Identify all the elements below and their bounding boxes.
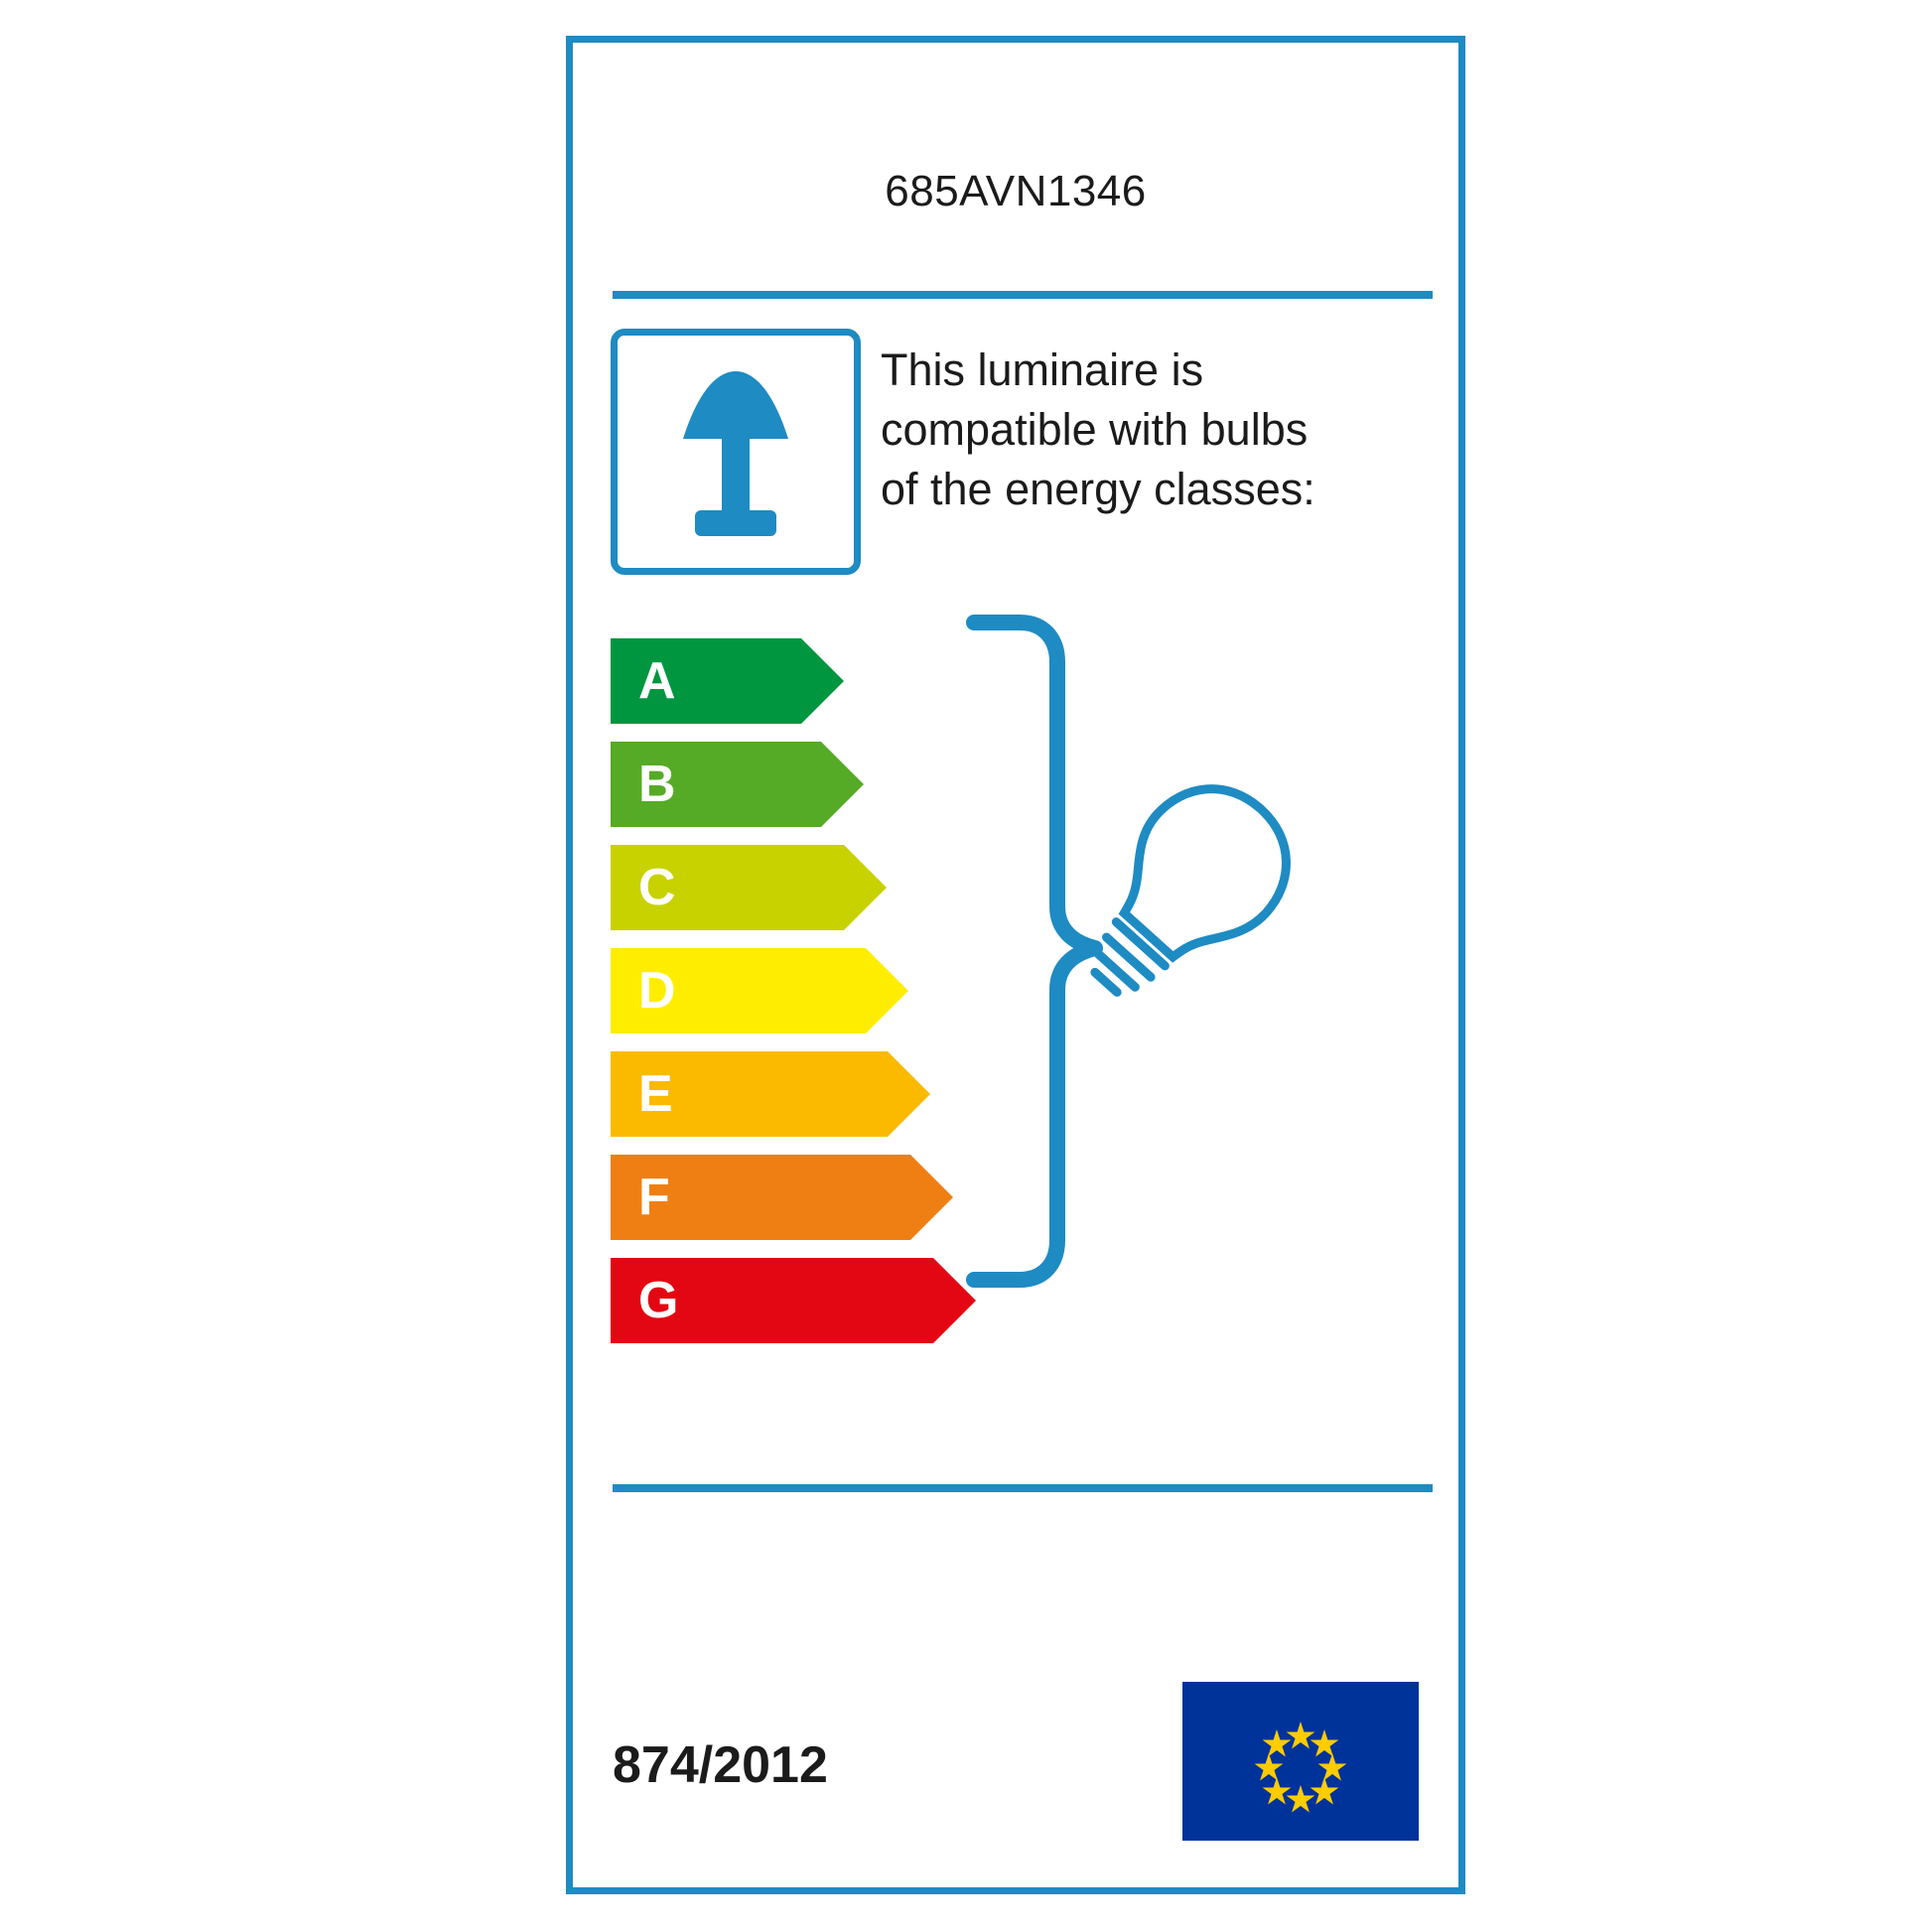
energy-class-letter: D [638,962,676,1020]
energy-class-letter: E [638,1065,673,1123]
light-bulb-icon [1082,759,1315,1004]
energy-class-letter: G [638,1272,679,1329]
brace-and-bulb [960,609,1387,1304]
energy-class-letter: A [638,652,676,710]
regulation-number: 874/2012 [613,1736,828,1794]
statement-line-2: compatible with bulbs [881,403,1309,455]
table-lamp-icon [611,329,861,575]
divider-top [613,291,1433,299]
eu-flag [1182,1682,1419,1841]
model-code: 685AVN1346 [885,167,1147,215]
compatibility-statement [881,341,1437,519]
statement-line-1: This luminaire is [881,345,1204,395]
divider-bottom [613,1484,1433,1492]
energy-class-letter: B [638,756,676,813]
energy-label-card [566,36,1465,1894]
energy-class-letter: C [638,859,676,916]
statement-line-3: of the energy classes: [881,463,1315,514]
energy-class-letter: F [638,1169,670,1226]
